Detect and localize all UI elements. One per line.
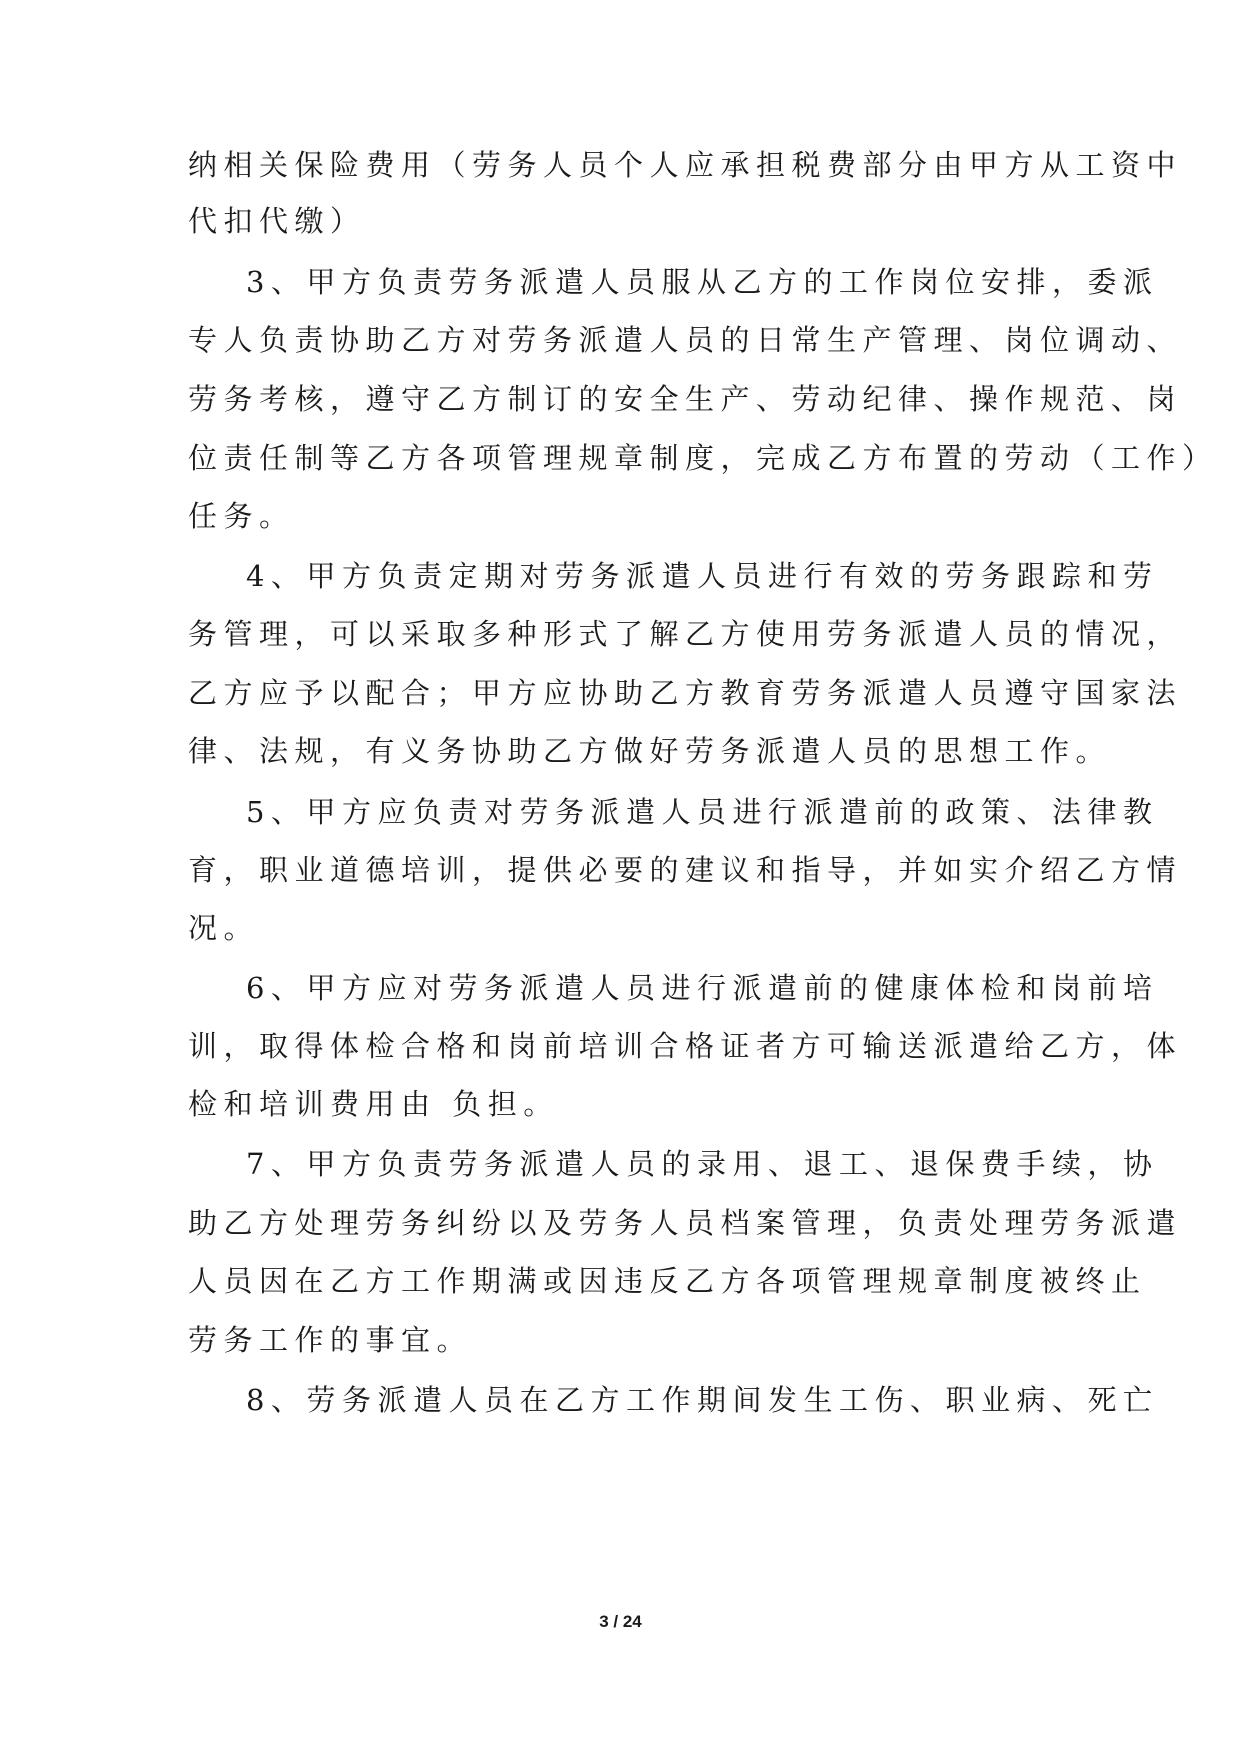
paragraph-line: 代扣代缴）	[188, 204, 366, 238]
paragraph-line: 训，取得体检合格和岗前培训合格证者方可输送派遣给乙方，体	[188, 1029, 1183, 1063]
paragraph-line: 乙方应予以配合；甲方应协助乙方教育劳务派遣人员遵守国家法	[188, 676, 1183, 710]
paragraph-line: 纳相关保险费用（劳务人员个人应承担税费部分由甲方从工资中	[188, 148, 1183, 182]
paragraph-line: 位责任制等乙方各项管理规章制度，完成乙方布置的劳动（工作）	[188, 441, 1218, 475]
paragraph-line: 4、甲方负责定期对劳务派遣人员进行有效的劳务跟踪和劳	[246, 559, 1159, 593]
paragraph-line: 律、法规，有义务协助乙方做好劳务派遣人员的思想工作。	[188, 734, 1112, 768]
paragraph-line: 育，职业道德培训，提供必要的建议和指导，并如实介绍乙方情	[188, 853, 1183, 887]
paragraph-line: 7、甲方负责劳务派遣人员的录用、退工、退保费手续，协	[246, 1147, 1159, 1181]
paragraph-line: 人员因在乙方工作期满或因违反乙方各项管理规章制度被终止	[188, 1264, 1147, 1298]
paragraph-line: 任务。	[188, 499, 295, 533]
paragraph-line: 务管理，可以采取多种形式了解乙方使用劳务派遣人员的情况，	[188, 617, 1183, 651]
paragraph-line: 6、甲方应对劳务派遣人员进行派遣前的健康体检和岗前培	[246, 971, 1159, 1005]
paragraph-line: 况。	[188, 911, 260, 945]
paragraph-line: 劳务考核，遵守乙方制订的安全生产、劳动纪律、操作规范、岗	[188, 382, 1183, 416]
paragraph-line: 8、劳务派遣人员在乙方工作期间发生工伤、职业病、死亡	[246, 1383, 1159, 1417]
paragraph-line: 专人负责协助乙方对劳务派遣人员的日常生产管理、岗位调动、	[188, 323, 1183, 357]
paragraph-line: 5、甲方应负责对劳务派遣人员进行派遣前的政策、法律教	[246, 795, 1159, 829]
paragraph-line: 助乙方处理劳务纠纷以及劳务人员档案管理，负责处理劳务派遣	[188, 1206, 1183, 1240]
paragraph-line: 劳务工作的事宜。	[188, 1323, 473, 1357]
page-number: 3 / 24	[599, 1612, 642, 1631]
paragraph-line: 3、甲方负责劳务派遣人员服从乙方的工作岗位安排，委派	[246, 265, 1159, 299]
paragraph-line: 检和培训费用由 负担。	[188, 1087, 559, 1121]
